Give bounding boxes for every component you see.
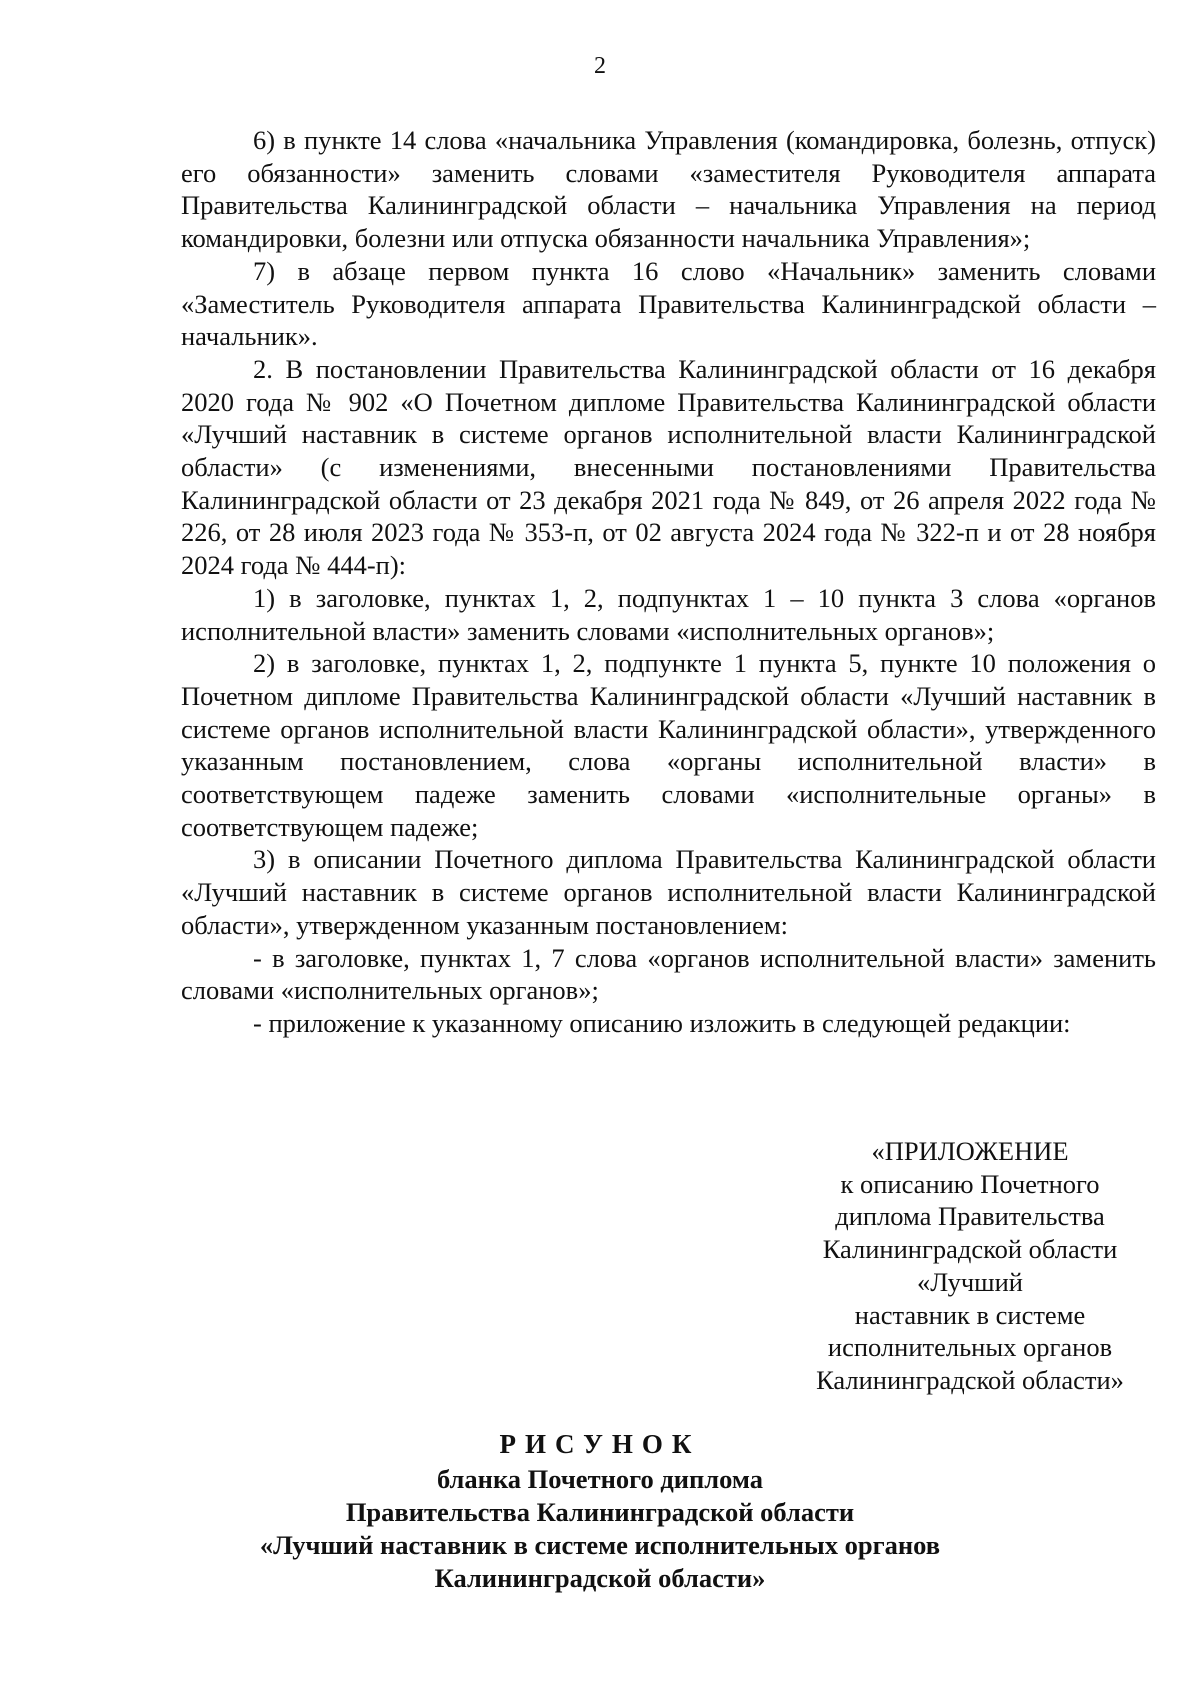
- appendix-line: диплома Правительства: [835, 1201, 1105, 1232]
- appendix-line: «ПРИЛОЖЕНИЕ: [871, 1136, 1069, 1166]
- appendix-line: исполнительных органов: [827, 1332, 1113, 1363]
- appendix-line: «Лучший: [917, 1266, 1023, 1297]
- figure-heading: РИСУНОК: [499, 1429, 701, 1459]
- page-number: 2: [594, 53, 606, 79]
- paragraph-dash-2: - приложение к указанному описанию изложить в следующей редакции:: [253, 1007, 1071, 1038]
- figure-title-line: бланка Почетного диплома: [436, 1464, 764, 1494]
- figure-title-line: «Лучший наставник в системе исполнительных органов: [259, 1530, 941, 1560]
- figure-title-line: Правительства Калининградской области: [345, 1497, 855, 1527]
- appendix-line: Калининградской области»: [816, 1364, 1124, 1395]
- paragraph-item-6: 6) в пункте 14 слова «начальника Управления (командировка, болезнь, отпуск) его обязанности» заменить словами «заместителя Руководителя аппарата Правительства Калининградской области – начальника Управления на период командировки, болезни или отпуска обязанности начальника Управления»;: [181, 125, 1156, 254]
- figure-title: [0, 1428, 1200, 1595]
- paragraph-item-7: 7) в абзаце первом пункта 16 слово «Начальник» заменить словами «Заместитель Руководителя аппарата Правительства Калининградской области – начальник».: [181, 255, 1156, 352]
- paragraph-subitem-2: 2) в заголовке, пунктах 1, 2, подпункте 1 пункта 5, пункте 10 положения о Почетном дипломе Правительства Калининградской области «Лучший наставник в системе органов исполнительной власти Калининградской области», утвержденного указанным постановлением, слова «органы исполнительной власти» в соответствующем падеже заменить словами «исполнительные органы» в соответствующем падеже;: [181, 648, 1156, 842]
- appendix-line: Калининградской области: [822, 1234, 1118, 1265]
- appendix-header: [800, 1135, 1140, 1397]
- paragraph-dash-1: - в заголовке, пунктах 1, 7 слова «органов исполнительной власти» заменить словами «исполнительных органов»;: [181, 942, 1156, 1006]
- paragraph-subitem-3: 3) в описании Почетного диплома Правительства Калининградской области «Лучший наставник в системе органов исполнительной власти Калининградской области», утвержденном указанным постановлением:: [181, 844, 1156, 940]
- paragraph-section-2: 2. В постановлении Правительства Калининградской области от 16 декабря 2020 года № 902 «О Почетном дипломе Правительства Калининградской области «Лучший наставник в системе органов исполнительной власти Калининградской области» (с изменениями, внесенными постановлениями Правительства Калининградской области от 23 декабря 2021 года № 849, от 26 апреля 2022 года № 226, от 28 июля 2023 года № 353-п, от 02 августа 2024 года № 322-п и от 28 ноября 2024 года № 444-п):: [181, 353, 1156, 581]
- document-body: [181, 124, 1156, 1040]
- figure-title-line: Калининградской области»: [434, 1563, 766, 1593]
- appendix-line: наставник в системе: [854, 1299, 1086, 1330]
- paragraph-subitem-1: 1) в заголовке, пунктах 1, 2, подпунктах 1 – 10 пункта 3 слова «органов исполнительной власти» заменить словами «исполнительных органов»;: [181, 582, 1156, 646]
- appendix-line: к описанию Почетного: [840, 1168, 1100, 1199]
